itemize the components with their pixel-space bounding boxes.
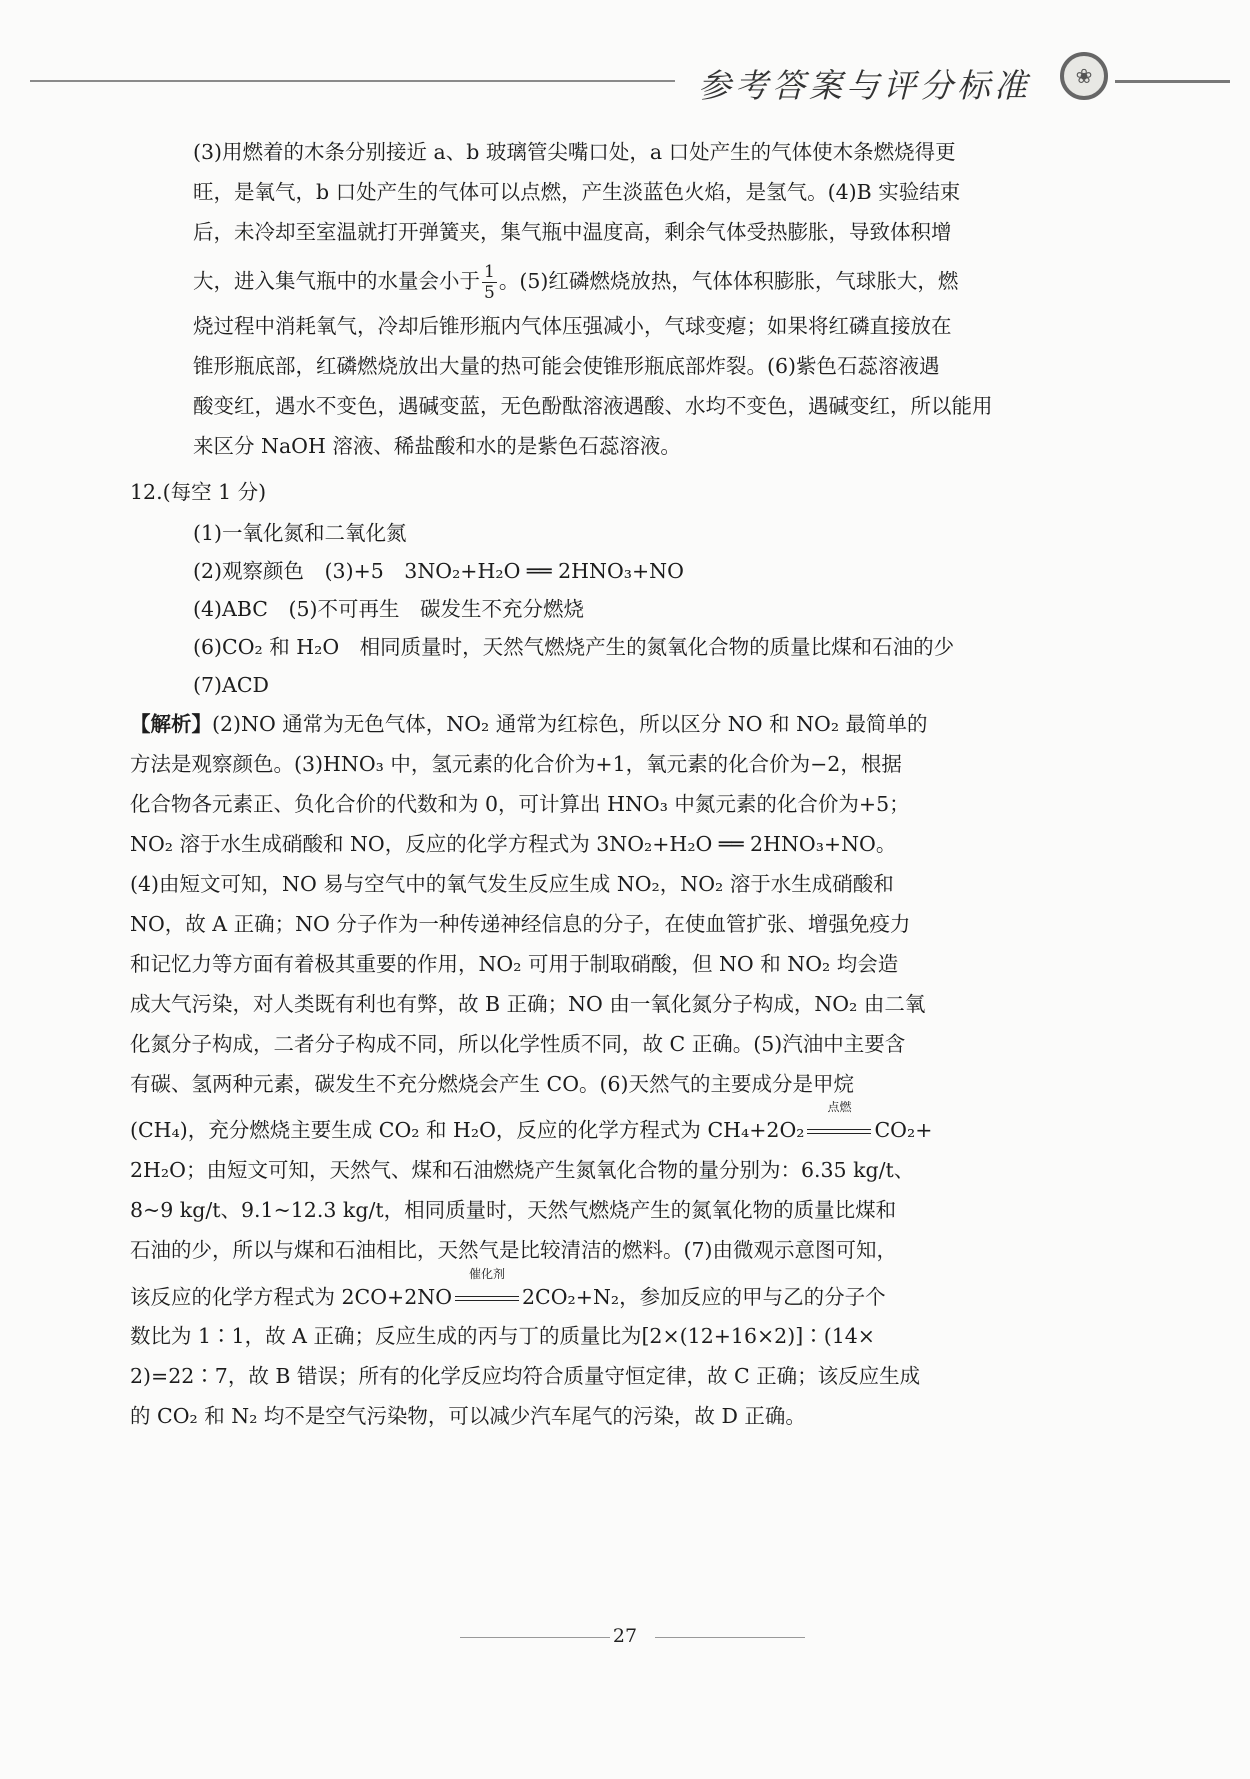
header-title: 参考答案与评分标准 [698,66,1031,105]
text-line [130,710,928,738]
reaction-arrow [452,1267,522,1311]
text-segment: (2)NO 通常为无色气体，NO₂ 通常为红棕色，所以区分 NO 和 NO₂ 最简单的 [212,712,928,736]
analysis-label: 【解析】 [130,712,212,736]
text-line: 化氮分子构成，二者分子构成不同，所以化学性质不同，故 C 正确。(5)汽油中主要含 [130,1032,906,1056]
page-footer [0,1625,1250,1647]
equation-line [130,1100,933,1144]
question-heading: 12.(每空 1 分) [130,480,267,504]
text-line: 8~9 kg/t、9.1~12.3 kg/t，相同质量时，天然气燃烧产生的氮氧化物的质量比煤和 [130,1198,897,1222]
text-segment: CO₂+ [874,1118,933,1142]
text-line: 2)=22∶7，故 B 错误；所有的化学反应均符合质量守恒定律，故 C 正确；该反应生成 [130,1364,921,1388]
text-line: 来区分 NaOH 溶液、稀盐酸和水的是紫色石蕊溶液。 [193,434,681,458]
fraction-numerator: 1 [484,262,495,282]
text-line: NO，故 A 正确；NO 分子作为一种传递神经信息的分子，在使血管扩张、增强免疫力 [130,912,911,936]
text-line: 烧过程中消耗氧气，冷却后锥形瓶内气体压强减小，气球变瘪；如果将红磷直接放在 [193,314,952,338]
footer-ornament-right [655,1637,805,1638]
answer-line: (6)CO₂ 和 H₂O 相同质量时，天然气燃烧产生的氮氧化合物的质量比煤和石油的少 [193,635,955,659]
text-segment: (CH₄)，充分燃烧主要生成 CO₂ 和 H₂O，反应的化学方程式为 CH₄+2O₂ [130,1118,805,1142]
book-emblem-icon: ❀ [1060,52,1108,100]
equation-line [130,1267,886,1311]
text-line: 数比为 1∶1，故 A 正确；反应生成的丙与丁的质量比为[2×(12+16×2)]∶(14× [130,1324,875,1348]
text-line: 成大气污染，对人类既有利也有弊，故 B 正确；NO 由一氧化氮分子构成，NO₂ 由二氧 [130,992,926,1016]
header-rule-left [30,80,675,82]
page-header [30,52,1230,112]
page-number: 27 [612,1625,638,1647]
text-segment: 。(5)红磷燃烧放热，气体体积膨胀，气球胀大，燃 [498,269,959,293]
text-segment: 该反应的化学方程式为 2CO+2NO [130,1285,453,1309]
text-line: 2H₂O；由短文可知，天然气、煤和石油燃烧产生氮氧化合物的量分别为：6.35 kg/t、 [130,1158,915,1182]
answer-line: (7)ACD [193,673,269,697]
text-line: 和记忆力等方面有着极其重要的作用，NO₂ 可用于制取硝酸，但 NO 和 NO₂ 均会造 [130,952,899,976]
text-line: (4)由短文可知，NO 易与空气中的氧气发生反应生成 NO₂，NO₂ 溶于水生成硝酸和 [130,872,894,896]
header-rule-right [1115,80,1230,83]
fraction-denominator: 5 [484,283,495,303]
text-line: 锥形瓶底部，红磷燃烧放出大量的热可能会使锥形瓶底部炸裂。(6)紫色石蕊溶液遇 [193,354,940,378]
fraction [482,262,497,303]
answer-line: (2)观察颜色 (3)+5 3NO₂+H₂O ══ 2HNO₃+NO [193,559,684,583]
text-line: 后，未冷却至室温就打开弹簧夹，集气瓶中温度高，剩余气体受热膨胀，导致体积增 [193,220,952,244]
text-line: (3)用燃着的木条分别接近 a、b 玻璃管尖嘴口处，a 口处产生的气体使木条燃烧得更 [193,140,956,164]
footer-ornament-left [460,1637,610,1638]
text-line: 石油的少，所以与煤和石油相比，天然气是比较清洁的燃料。(7)由微观示意图可知， [130,1238,898,1262]
text-line: 化合物各元素正、负化合价的代数和为 0，可计算出 HNO₃ 中氮元素的化合价为+5； [130,792,910,816]
text-line: 方法是观察颜色。(3)HNO₃ 中，氢元素的化合价为+1，氧元素的化合价为−2，根据 [130,752,902,776]
text-line: 酸变红，遇水不变色，遇碱变蓝，无色酚酞溶液遇酸、水均不变色，遇碱变红，所以能用 [193,394,993,418]
answer-line: (1)一氧化氮和二氧化氮 [193,521,407,545]
reaction-condition: 催化剂 [469,1267,506,1281]
text-line [193,262,958,303]
text-segment: 大，进入集气瓶中的水量会小于 [193,269,480,293]
reaction-condition: 点燃 [827,1100,852,1114]
answer-line: (4)ABC (5)不可再生 碳发生不充分燃烧 [193,597,585,621]
reaction-arrow [804,1100,874,1144]
text-line: 的 CO₂ 和 N₂ 均不是空气污染物，可以减少汽车尾气的污染，故 D 正确。 [130,1404,806,1428]
text-line: 旺，是氧气，b 口处产生的气体可以点燃，产生淡蓝色火焰，是氢气。(4)B 实验结束 [193,180,961,204]
text-line: 有碳、氢两种元素，碳发生不充分燃烧会产生 CO。(6)天然气的主要成分是甲烷 [130,1072,855,1096]
text-line: NO₂ 溶于水生成硝酸和 NO，反应的化学方程式为 3NO₂+H₂O ══ 2HNO₃+NO。 [130,832,897,856]
text-segment: 2CO₂+N₂，参加反应的甲与乙的分子个 [522,1285,886,1309]
